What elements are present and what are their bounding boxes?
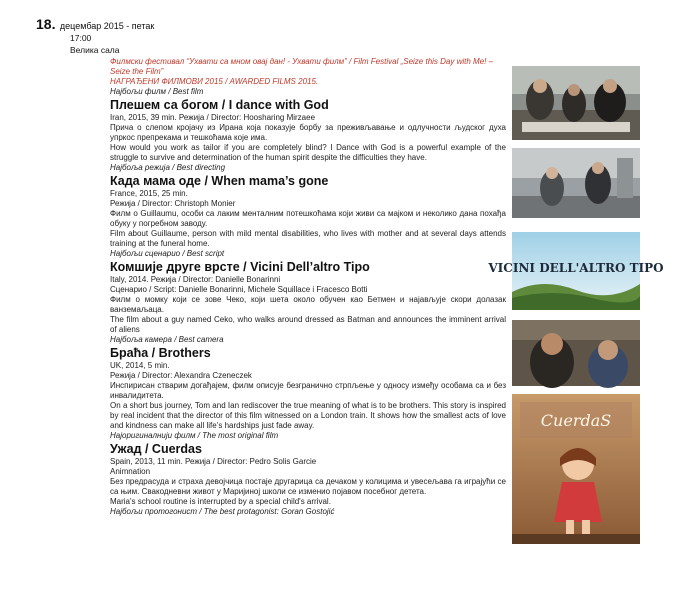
film-director: Режија / Director: Alexandra Czeneczek [110, 371, 252, 380]
film-entry [110, 249, 506, 335]
date-text: децембар 2015 - петак [59, 21, 155, 31]
event-date [36, 16, 154, 34]
film-director: Режија / Director: Christoph Monier [110, 199, 236, 208]
film-award: Најоригиналнији филм / The most original film [110, 431, 279, 440]
film-award: Најбољи сценарио / Best script [110, 249, 225, 258]
film-still-i-dance-with-god [512, 66, 640, 140]
film-award: Најбољи филм / Best film [110, 87, 204, 96]
film-still-brothers [512, 320, 640, 386]
film-desc-en: Maria's school routine is interrupted by a special child's arrival. [110, 497, 331, 506]
film-desc-sr: Инспирисан стварим догађајем, филм описује безгранично стрпљење у односу између особама са и без инвалидитета. [110, 381, 506, 400]
film-poster-vicini-dell-altro-tipo [488, 232, 664, 310]
film-award: Најбоља режија / Best directing [110, 163, 226, 172]
film-meta: UK, 2014, 5 min. [110, 361, 170, 370]
film-entry [110, 431, 506, 517]
film-desc-en: On a short bus journey, Tom and Ian rediscover the true meaning of what is to be brothers. This story is inspired by real incident that the director of this film witnessed on a London train. It shows how the smallest acts of love and kindness can make all life’s hardships just fade away. [110, 401, 506, 430]
event-time: 17:00 [70, 33, 92, 43]
film-meta: France, 2015, 25 min. [110, 189, 188, 198]
poster-title: VICINI DELL'ALTRO TIPO [488, 261, 664, 275]
date-number: 18. [36, 16, 56, 32]
event-hall: Велика сала [70, 45, 120, 55]
film-script: Сценарио / Script: Danielle Bonarinni, Michele Squillace i Fracesco Botti [110, 285, 368, 294]
film-award-protagonist: Најбољи протогонист / The best protagonist: Goran Gostojić [110, 507, 335, 516]
film-title: Плешем са богом / I dance with God [110, 98, 329, 112]
film-desc-sr: Филм о Guillaumu, особи са лаким менталним потешкоћама који живи са мајком и неколико дана похађа обуку у погребном заводу. [110, 209, 506, 228]
festival-title: Филмски фестивал “Ухвати са мном овај дан! - Ухвати филм” / Film Festival „Seize this Day with Me! – Seize the Film” [110, 57, 494, 76]
film-meta: Spain, 2013, 11 min. Режија / Director: Pedro Solis Garcie [110, 457, 317, 466]
program-content [110, 57, 506, 517]
film-title: Када мама оде / When mama’s gone [110, 174, 329, 188]
film-desc-sr: Без предрасуда и страха девојчица постаје другарица са дечаком у колицима и увесељава га играјући се са њим. Свакодневни живот у Маријиној школи се изменио појавом посебног детета. [110, 477, 506, 496]
film-desc-sr: Филм о момку који се зове Чеко, који шета около обучен као Бетмен и најављује скори долазак ванземаљаца. [110, 295, 506, 314]
film-desc-en: How would you work as tailor if you are completely blind? I Dance with God is a powerful example of the struggle to survive and determination of the human spirit despite the difficulties they have. [110, 143, 506, 162]
festival-subtitle: НАГРАЂЕНИ ФИЛМОВИ 2015 / AWARDED FILMS 2015. [110, 77, 319, 86]
film-still-when-mamas-gone [512, 148, 640, 218]
film-meta: Italy, 2014. Режија / Director: Danielle Bonarinni [110, 275, 281, 284]
film-desc-en: The film about a guy named Ceko, who walks around dressed as Batman and announces the imminent arrival of aliens [110, 315, 506, 334]
poster-title: CuerdaS [540, 411, 612, 430]
film-desc-en: Film about Guillaume, person with mild mental disabilities, who lives with mother and at several days attends training at the funeral home. [110, 229, 506, 248]
film-entry [110, 87, 506, 163]
film-poster-cuerdas [512, 394, 640, 544]
film-title: Комшије друге врсте / Vicini Dell’altro Tipo [110, 260, 370, 274]
film-entry [110, 335, 506, 431]
film-genre: Animnation [110, 467, 151, 476]
film-award: Најбоља камера / Best camera [110, 335, 224, 344]
film-meta: Iran, 2015, 39 min. Режија / Director: Hoosharing Mirzaee [110, 113, 316, 122]
film-entry [110, 163, 506, 249]
film-desc-sr: Прича о слепом кројачу из Ирана која показује борбу за преживљавање и одлучности људског духа упркос препрекама и тешкоћама које има. [110, 123, 506, 142]
film-title: Браћа / Brothers [110, 346, 211, 360]
film-title: Ужад / Cuerdas [110, 442, 202, 456]
